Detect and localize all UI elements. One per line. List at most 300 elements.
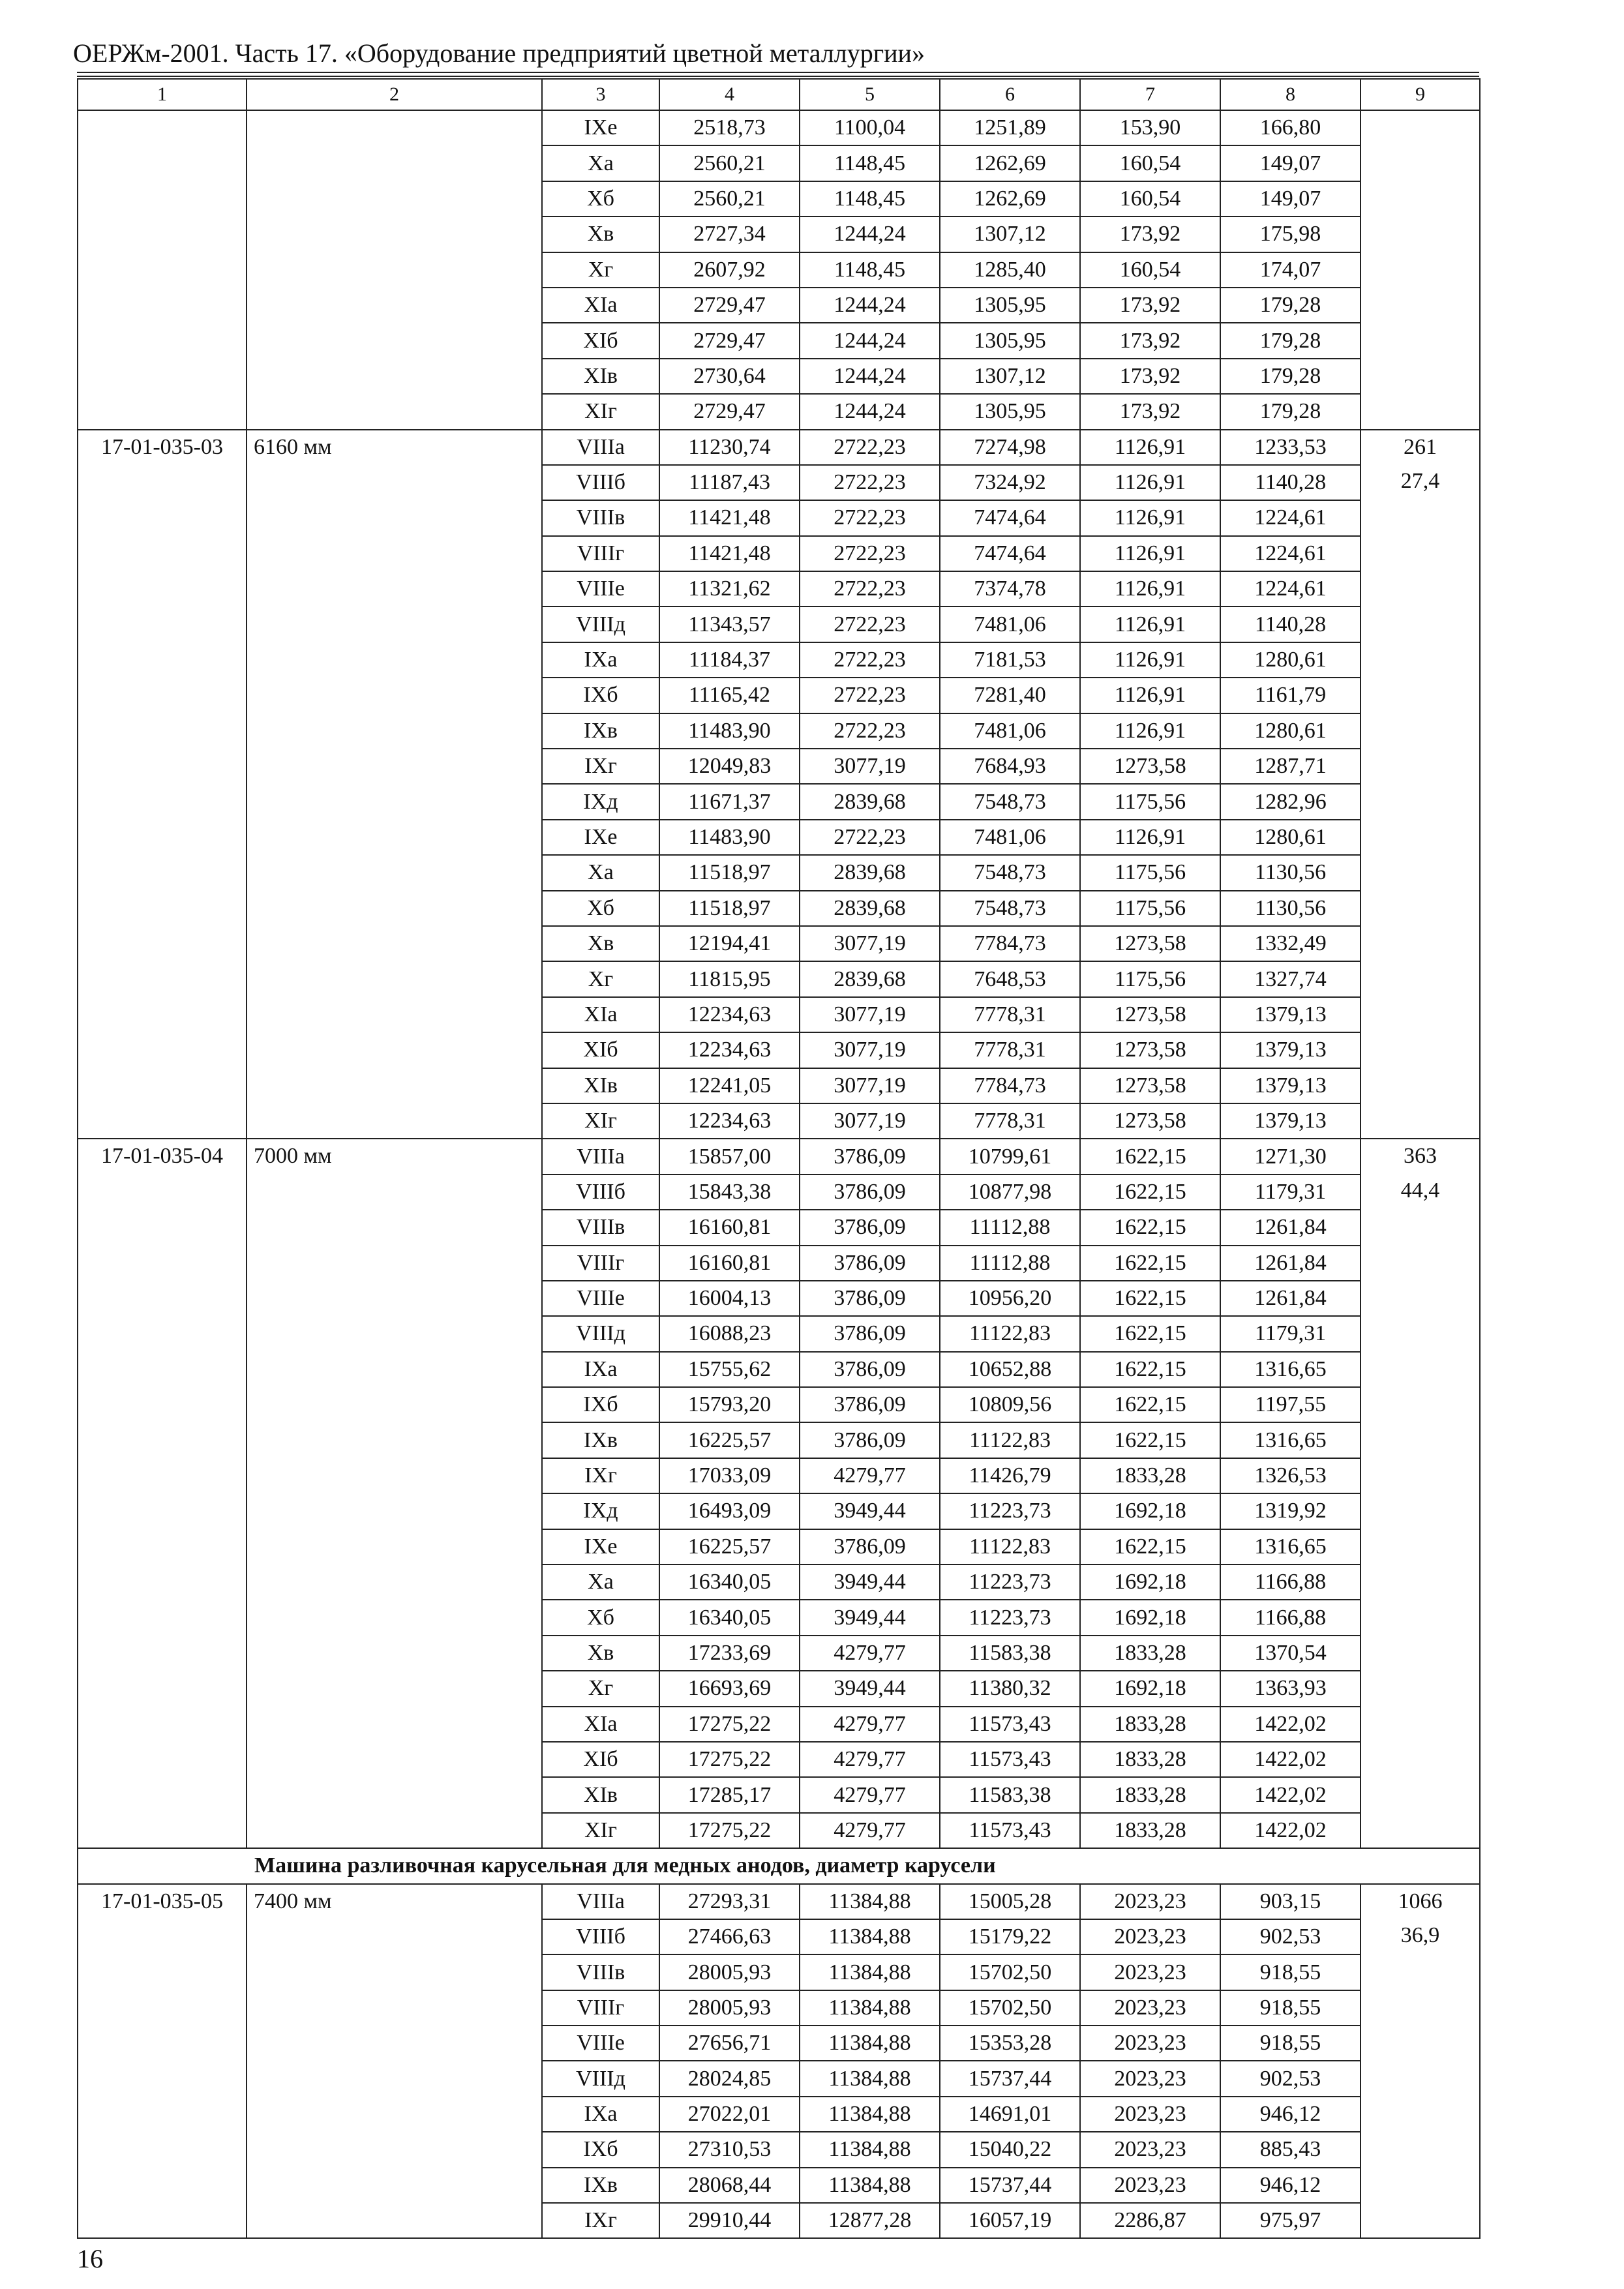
- value-cell: 3786,09: [800, 1210, 940, 1245]
- value-cell: 1316,65: [1220, 1529, 1361, 1564]
- value-cell: 4279,77: [800, 1813, 940, 1848]
- value-cell: 1326,53: [1220, 1458, 1361, 1493]
- value-cell: 11583,38: [940, 1636, 1080, 1671]
- value-cell: 11518,97: [659, 855, 800, 890]
- value-cell: 1316,65: [1220, 1352, 1361, 1387]
- value-cell: 11223,73: [940, 1493, 1080, 1529]
- value-cell: 2023,23: [1080, 1990, 1220, 2026]
- zone-cell: Xв: [542, 217, 659, 252]
- value-cell: 15857,00: [659, 1139, 800, 1174]
- value-cell: 7684,93: [940, 749, 1080, 784]
- section-row: [78, 1848, 1480, 1883]
- value-cell: 179,28: [1220, 359, 1361, 394]
- value-cell: 903,15: [1220, 1884, 1361, 1919]
- value-cell: 2727,34: [659, 217, 800, 252]
- value-cell: 179,28: [1220, 394, 1361, 429]
- value-cell: 2023,23: [1080, 1954, 1220, 1990]
- zone-cell: XIа: [542, 1707, 659, 1742]
- value-cell: 2023,23: [1080, 1919, 1220, 1954]
- zone-cell: Xв: [542, 1636, 659, 1671]
- value-cell: 2722,23: [800, 430, 940, 465]
- value-cell: 149,07: [1220, 181, 1361, 217]
- row-code-cell: [78, 110, 247, 430]
- value-cell: 2023,23: [1080, 2061, 1220, 2096]
- zone-cell: VIIIе: [542, 2026, 659, 2061]
- value-cell: 16493,09: [659, 1493, 800, 1529]
- value-cell: 1692,18: [1080, 1564, 1220, 1600]
- value-cell: 4279,77: [800, 1458, 940, 1493]
- value-cell: 1622,15: [1080, 1316, 1220, 1351]
- value-cell: 1379,13: [1220, 997, 1361, 1032]
- value-cell: 1175,56: [1080, 855, 1220, 890]
- zone-cell: XIг: [542, 1103, 659, 1139]
- zone-cell: IXд: [542, 784, 659, 819]
- value-cell: 3786,09: [800, 1281, 940, 1316]
- value-cell: 918,55: [1220, 2026, 1361, 2061]
- value-cell: 3949,44: [800, 1671, 940, 1706]
- value-cell: 15702,50: [940, 1990, 1080, 2026]
- value-cell: 1692,18: [1080, 1671, 1220, 1706]
- value-cell: 7548,73: [940, 891, 1080, 926]
- value-cell: 3786,09: [800, 1174, 940, 1210]
- zone-cell: VIIIг: [542, 1246, 659, 1281]
- value-cell: 7778,31: [940, 1032, 1080, 1068]
- value-cell: 1244,24: [800, 323, 940, 358]
- value-cell: 11426,79: [940, 1458, 1080, 1493]
- value-cell: 11223,73: [940, 1564, 1080, 1600]
- value-cell: 1262,69: [940, 145, 1080, 181]
- value-cell: 2518,73: [659, 110, 800, 145]
- value-cell: 3077,19: [800, 926, 940, 961]
- value-cell: 1307,12: [940, 359, 1080, 394]
- zone-cell: IXг: [542, 2203, 659, 2238]
- value-cell: 11384,88: [800, 1884, 940, 1919]
- zone-cell: IXа: [542, 642, 659, 678]
- value-cell: 2730,64: [659, 359, 800, 394]
- value-cell: 10809,56: [940, 1387, 1080, 1422]
- value-cell: 4279,77: [800, 1636, 940, 1671]
- value-cell: 16057,19: [940, 2203, 1080, 2238]
- value-cell: 1379,13: [1220, 1103, 1361, 1139]
- value-cell: 16225,57: [659, 1422, 800, 1458]
- value-cell: 3786,09: [800, 1422, 940, 1458]
- value-cell: 2286,87: [1080, 2203, 1220, 2238]
- column-header: 8: [1220, 79, 1361, 110]
- value-cell: 1273,58: [1080, 997, 1220, 1032]
- value-cell: 15702,50: [940, 1954, 1080, 1990]
- zone-cell: IXб: [542, 1387, 659, 1422]
- value-cell: 2023,23: [1080, 1884, 1220, 1919]
- value-cell: 1282,96: [1220, 784, 1361, 819]
- zone-cell: VIIIв: [542, 1954, 659, 1990]
- value-cell: 11184,37: [659, 642, 800, 678]
- value-cell: 1130,56: [1220, 891, 1361, 926]
- value-cell: 27293,31: [659, 1884, 800, 1919]
- value-cell: 15737,44: [940, 2168, 1080, 2203]
- value-cell: 2839,68: [800, 891, 940, 926]
- row-name-cell: [247, 1884, 542, 2239]
- page-number: 16: [77, 2244, 103, 2273]
- value-cell: 1161,79: [1220, 678, 1361, 713]
- value-cell: 1197,55: [1220, 1387, 1361, 1422]
- value-cell: 17233,69: [659, 1636, 800, 1671]
- zone-cell: XIв: [542, 359, 659, 394]
- column-header-row: [78, 79, 1480, 110]
- zone-cell: VIIIа: [542, 1139, 659, 1174]
- value-cell: 11671,37: [659, 784, 800, 819]
- value-cell: 11122,83: [940, 1529, 1080, 1564]
- value-cell: 11384,88: [800, 2097, 940, 2132]
- zone-cell: Xа: [542, 855, 659, 890]
- value-cell: 15040,22: [940, 2132, 1080, 2167]
- value-cell: 11573,43: [940, 1707, 1080, 1742]
- zone-cell: XIв: [542, 1068, 659, 1103]
- value-cell: 11122,83: [940, 1316, 1080, 1351]
- zone-cell: XIв: [542, 1777, 659, 1812]
- zone-cell: VIIIб: [542, 465, 659, 500]
- value-cell: 2722,23: [800, 713, 940, 749]
- header-rule: [77, 76, 1479, 77]
- value-cell: 11380,32: [940, 1671, 1080, 1706]
- value-cell: 1319,92: [1220, 1493, 1361, 1529]
- value-cell: 173,92: [1080, 323, 1220, 358]
- value-cell: 12877,28: [800, 2203, 940, 2238]
- value-cell: 1261,84: [1220, 1210, 1361, 1245]
- zone-cell: VIIIд: [542, 1316, 659, 1351]
- zone-cell: IXа: [542, 1352, 659, 1387]
- value-cell: 1422,02: [1220, 1777, 1361, 1812]
- col9-cell: [1361, 110, 1480, 430]
- row-code: 17-01-035-04: [101, 1144, 223, 1169]
- value-cell: 3949,44: [800, 1493, 940, 1529]
- zone-cell: Xб: [542, 891, 659, 926]
- zone-cell: IXг: [542, 1458, 659, 1493]
- value-cell: 7548,73: [940, 784, 1080, 819]
- value-cell: 11223,73: [940, 1600, 1080, 1635]
- value-cell: 1233,53: [1220, 430, 1361, 465]
- value-cell: 7778,31: [940, 997, 1080, 1032]
- value-cell: 3077,19: [800, 1103, 940, 1139]
- value-cell: 11518,97: [659, 891, 800, 926]
- value-cell: 918,55: [1220, 1954, 1361, 1990]
- value-cell: 2023,23: [1080, 2132, 1220, 2167]
- col9-value: 27,4: [1400, 468, 1440, 493]
- value-cell: 11384,88: [800, 2026, 940, 2061]
- value-cell: 1622,15: [1080, 1174, 1220, 1210]
- value-cell: 4279,77: [800, 1707, 940, 1742]
- value-cell: 3077,19: [800, 997, 940, 1032]
- value-cell: 27656,71: [659, 2026, 800, 2061]
- section-title: Машина разливочная карусельная для медных анодов, диаметр карусели: [78, 1848, 1480, 1883]
- value-cell: 4279,77: [800, 1777, 940, 1812]
- column-header: 7: [1080, 79, 1220, 110]
- value-cell: 3786,09: [800, 1316, 940, 1351]
- value-cell: 1422,02: [1220, 1707, 1361, 1742]
- zone-cell: IXв: [542, 713, 659, 749]
- value-cell: 1422,02: [1220, 1742, 1361, 1777]
- value-cell: 7481,06: [940, 820, 1080, 855]
- value-cell: 11165,42: [659, 678, 800, 713]
- value-cell: 16160,81: [659, 1246, 800, 1281]
- value-cell: 7181,53: [940, 642, 1080, 678]
- value-cell: 173,92: [1080, 359, 1220, 394]
- value-cell: 2722,23: [800, 678, 940, 713]
- value-cell: 179,28: [1220, 323, 1361, 358]
- zone-cell: VIIIг: [542, 536, 659, 571]
- value-cell: 1126,91: [1080, 713, 1220, 749]
- value-cell: 174,07: [1220, 252, 1361, 288]
- value-cell: 1166,88: [1220, 1600, 1361, 1635]
- value-cell: 975,97: [1220, 2203, 1361, 2238]
- value-cell: 173,92: [1080, 217, 1220, 252]
- value-cell: 17033,09: [659, 1458, 800, 1493]
- zone-cell: IXб: [542, 678, 659, 713]
- value-cell: 1622,15: [1080, 1139, 1220, 1174]
- value-cell: 7784,73: [940, 926, 1080, 961]
- value-cell: 1126,91: [1080, 571, 1220, 606]
- value-cell: 11122,83: [940, 1422, 1080, 1458]
- value-cell: 1280,61: [1220, 713, 1361, 749]
- header-rule: [77, 72, 1479, 73]
- zone-cell: VIIIв: [542, 500, 659, 535]
- value-cell: 1126,91: [1080, 678, 1220, 713]
- value-cell: 1833,28: [1080, 1813, 1220, 1848]
- value-cell: 7281,40: [940, 678, 1080, 713]
- value-cell: 3077,19: [800, 1032, 940, 1068]
- value-cell: 1833,28: [1080, 1742, 1220, 1777]
- value-cell: 1692,18: [1080, 1493, 1220, 1529]
- value-cell: 1148,45: [800, 181, 940, 217]
- value-cell: 1126,91: [1080, 500, 1220, 535]
- value-cell: 918,55: [1220, 1990, 1361, 2026]
- zone-cell: IXе: [542, 1529, 659, 1564]
- value-cell: 902,53: [1220, 2061, 1361, 2096]
- value-cell: 173,92: [1080, 288, 1220, 323]
- value-cell: 1370,54: [1220, 1636, 1361, 1671]
- value-cell: 10877,98: [940, 1174, 1080, 1210]
- zone-cell: VIIIе: [542, 571, 659, 606]
- value-cell: 2023,23: [1080, 2097, 1220, 2132]
- value-cell: 946,12: [1220, 2097, 1361, 2132]
- value-cell: 1126,91: [1080, 606, 1220, 642]
- value-cell: 1273,58: [1080, 749, 1220, 784]
- zone-cell: Xв: [542, 926, 659, 961]
- row-code-cell: [78, 1884, 247, 2239]
- value-cell: 1179,31: [1220, 1316, 1361, 1351]
- value-cell: 11230,74: [659, 430, 800, 465]
- zone-cell: Xа: [542, 145, 659, 181]
- value-cell: 7474,64: [940, 536, 1080, 571]
- value-cell: 1307,12: [940, 217, 1080, 252]
- value-cell: 16340,05: [659, 1564, 800, 1600]
- value-cell: 28068,44: [659, 2168, 800, 2203]
- value-cell: 2729,47: [659, 288, 800, 323]
- value-cell: 1833,28: [1080, 1707, 1220, 1742]
- value-cell: 2722,23: [800, 500, 940, 535]
- col9-value: 44,4: [1400, 1178, 1440, 1203]
- value-cell: 1140,28: [1220, 606, 1361, 642]
- zone-cell: VIIIб: [542, 1919, 659, 1954]
- value-cell: 11343,57: [659, 606, 800, 642]
- value-cell: 2839,68: [800, 855, 940, 890]
- value-cell: 2722,23: [800, 536, 940, 571]
- value-cell: 4279,77: [800, 1742, 940, 1777]
- value-cell: 12234,63: [659, 997, 800, 1032]
- value-cell: 15737,44: [940, 2061, 1080, 2096]
- zone-cell: IXе: [542, 820, 659, 855]
- value-cell: 11421,48: [659, 500, 800, 535]
- page-header-title: ОЕРЖм-2001. Часть 17. «Оборудование предприятий цветной металлургии»: [73, 38, 925, 68]
- value-cell: 7274,98: [940, 430, 1080, 465]
- table-row: [78, 1139, 1480, 1174]
- value-cell: 12194,41: [659, 926, 800, 961]
- value-cell: 1363,93: [1220, 1671, 1361, 1706]
- col9-value: 363: [1404, 1144, 1437, 1169]
- value-cell: 1175,56: [1080, 961, 1220, 996]
- row-name-cell: [247, 110, 542, 430]
- value-cell: 1251,89: [940, 110, 1080, 145]
- value-cell: 27466,63: [659, 1919, 800, 1954]
- table-row: [78, 430, 1480, 465]
- value-cell: 10956,20: [940, 1281, 1080, 1316]
- value-cell: 1622,15: [1080, 1352, 1220, 1387]
- value-cell: 12234,63: [659, 1103, 800, 1139]
- value-cell: 16693,69: [659, 1671, 800, 1706]
- zone-cell: Xа: [542, 1564, 659, 1600]
- value-cell: 7548,73: [940, 855, 1080, 890]
- value-cell: 946,12: [1220, 2168, 1361, 2203]
- zone-cell: IXб: [542, 2132, 659, 2167]
- value-cell: 7481,06: [940, 606, 1080, 642]
- value-cell: 16225,57: [659, 1529, 800, 1564]
- value-cell: 1224,61: [1220, 500, 1361, 535]
- value-cell: 1130,56: [1220, 855, 1361, 890]
- rates-table: [77, 78, 1481, 2239]
- zone-cell: IXе: [542, 110, 659, 145]
- value-cell: 1833,28: [1080, 1636, 1220, 1671]
- column-header: 4: [659, 79, 800, 110]
- value-cell: 14691,01: [940, 2097, 1080, 2132]
- zone-cell: IXг: [542, 749, 659, 784]
- value-cell: 7778,31: [940, 1103, 1080, 1139]
- value-cell: 1244,24: [800, 288, 940, 323]
- value-cell: 11483,90: [659, 713, 800, 749]
- value-cell: 1261,84: [1220, 1281, 1361, 1316]
- value-cell: 1622,15: [1080, 1210, 1220, 1245]
- value-cell: 3786,09: [800, 1352, 940, 1387]
- value-cell: 11483,90: [659, 820, 800, 855]
- value-cell: 11384,88: [800, 2061, 940, 2096]
- value-cell: 1622,15: [1080, 1422, 1220, 1458]
- value-cell: 1622,15: [1080, 1246, 1220, 1281]
- value-cell: 11384,88: [800, 2132, 940, 2167]
- zone-cell: XIб: [542, 323, 659, 358]
- value-cell: 27310,53: [659, 2132, 800, 2167]
- value-cell: 2560,21: [659, 145, 800, 181]
- value-cell: 902,53: [1220, 1919, 1361, 1954]
- value-cell: 2023,23: [1080, 2026, 1220, 2061]
- row-name: [254, 111, 541, 145]
- value-cell: 3786,09: [800, 1387, 940, 1422]
- value-cell: 160,54: [1080, 145, 1220, 181]
- column-header: 2: [247, 79, 542, 110]
- zone-cell: XIг: [542, 1813, 659, 1848]
- value-cell: 1244,24: [800, 359, 940, 394]
- value-cell: 179,28: [1220, 288, 1361, 323]
- zone-cell: Xг: [542, 961, 659, 996]
- value-cell: 3949,44: [800, 1600, 940, 1635]
- zone-cell: Xг: [542, 252, 659, 288]
- column-header: 5: [800, 79, 940, 110]
- zone-cell: Xб: [542, 1600, 659, 1635]
- value-cell: 1332,49: [1220, 926, 1361, 961]
- col9-cell: [1361, 430, 1480, 1139]
- value-cell: 11421,48: [659, 536, 800, 571]
- value-cell: 1148,45: [800, 145, 940, 181]
- value-cell: 2607,92: [659, 252, 800, 288]
- value-cell: 11815,95: [659, 961, 800, 996]
- value-cell: 11583,38: [940, 1777, 1080, 1812]
- zone-cell: VIIIд: [542, 606, 659, 642]
- value-cell: 1100,04: [800, 110, 940, 145]
- value-cell: 10652,88: [940, 1352, 1080, 1387]
- value-cell: 7324,92: [940, 465, 1080, 500]
- value-cell: 28024,85: [659, 2061, 800, 2096]
- row-name: 6160 мм: [254, 434, 332, 459]
- value-cell: 1833,28: [1080, 1458, 1220, 1493]
- value-cell: 1126,91: [1080, 430, 1220, 465]
- col9-value: 261: [1404, 434, 1437, 459]
- value-cell: 3786,09: [800, 1529, 940, 1564]
- value-cell: 17285,17: [659, 1777, 800, 1812]
- value-cell: 166,80: [1220, 110, 1361, 145]
- value-cell: 1126,91: [1080, 820, 1220, 855]
- value-cell: 1622,15: [1080, 1529, 1220, 1564]
- value-cell: 1273,58: [1080, 1032, 1220, 1068]
- value-cell: 1273,58: [1080, 1103, 1220, 1139]
- column-header: 3: [542, 79, 659, 110]
- value-cell: 1148,45: [800, 252, 940, 288]
- value-cell: 2560,21: [659, 181, 800, 217]
- row-name-cell: [247, 1139, 542, 1848]
- col9-cell: [1361, 1139, 1480, 1848]
- value-cell: 173,92: [1080, 394, 1220, 429]
- value-cell: 3949,44: [800, 1564, 940, 1600]
- value-cell: 1175,56: [1080, 891, 1220, 926]
- value-cell: 1273,58: [1080, 926, 1220, 961]
- value-cell: 16160,81: [659, 1210, 800, 1245]
- value-cell: 1422,02: [1220, 1813, 1361, 1848]
- value-cell: 11112,88: [940, 1210, 1080, 1245]
- value-cell: 1280,61: [1220, 642, 1361, 678]
- value-cell: 7374,78: [940, 571, 1080, 606]
- value-cell: 2722,23: [800, 465, 940, 500]
- value-cell: 1379,13: [1220, 1032, 1361, 1068]
- value-cell: 1833,28: [1080, 1777, 1220, 1812]
- value-cell: 1166,88: [1220, 1564, 1361, 1600]
- zone-cell: XIб: [542, 1032, 659, 1068]
- zone-cell: VIIIб: [542, 1174, 659, 1210]
- value-cell: 15755,62: [659, 1352, 800, 1387]
- value-cell: 1305,95: [940, 323, 1080, 358]
- value-cell: 1692,18: [1080, 1600, 1220, 1635]
- value-cell: 1285,40: [940, 252, 1080, 288]
- value-cell: 1316,65: [1220, 1422, 1361, 1458]
- value-cell: 17275,22: [659, 1813, 800, 1848]
- value-cell: 12049,83: [659, 749, 800, 784]
- value-cell: 1140,28: [1220, 465, 1361, 500]
- zone-cell: VIIIв: [542, 1210, 659, 1245]
